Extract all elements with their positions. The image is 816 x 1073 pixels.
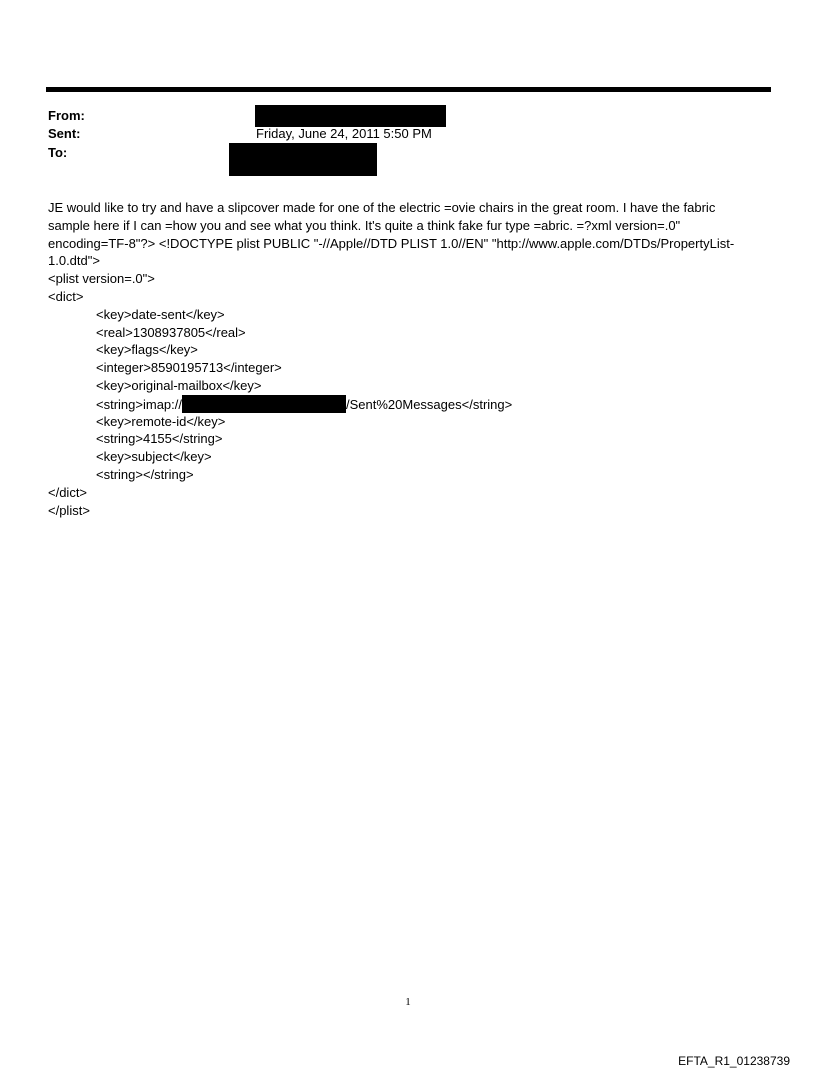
to-label: To:	[48, 145, 68, 160]
plist-line-imap	[48, 395, 760, 413]
plist-line: <key>subject</key>	[96, 449, 212, 465]
mailbox-redaction	[182, 395, 346, 413]
document-id: EFTA_R1_01238739	[678, 1054, 790, 1068]
plist-line: <plist version=.0">	[48, 271, 155, 287]
from-label: From:	[48, 108, 85, 123]
header-rule	[46, 87, 771, 92]
sent-label: Sent:	[48, 126, 81, 141]
page-number: 1	[405, 996, 411, 1008]
plist-line: <integer>8590195713</integer>	[96, 360, 282, 376]
plist-line: <key>flags</key>	[96, 342, 198, 358]
plist-line: <real>1308937805</real>	[96, 324, 246, 340]
plist-line-remote-id	[48, 413, 760, 431]
remote-id-prefix: <key>remote-id	[96, 413, 187, 429]
message-text: JE would like to try and have a slipcover made for one of the electric =ovie chairs in the great room. I have the fabric sample here if I can =how you and see what you think. It's quite a think fake fur type =abric. =?xml version=.0" encoding=TF-8"?> <!DOCTYPE plist PUBLIC "-//Apple//DTD PLIST 1.0//EN" "http://www.apple.com/DTDs/PropertyList-1.0.dtd">	[48, 200, 735, 269]
remote-id-suffix: </key>	[186, 413, 226, 429]
sent-value: Friday, June 24, 2011 5:50 PM	[256, 126, 432, 141]
email-body	[48, 199, 760, 519]
plist-line: <string></string>	[96, 466, 194, 482]
imap-suffix: /Sent%20Messages</string>	[346, 396, 513, 412]
plist-line: </plist>	[48, 502, 90, 518]
plist-line: <key>date-sent</key>	[96, 306, 225, 322]
plist-line: <string>4155</string>	[96, 431, 223, 447]
plist-line: </dict>	[48, 484, 88, 500]
from-redaction	[255, 105, 446, 127]
imap-prefix: <string>imap://	[96, 396, 182, 412]
to-redaction	[229, 143, 377, 176]
plist-line: <dict>	[48, 288, 84, 304]
plist-line: <key>original-mailbox</key>	[96, 377, 262, 393]
